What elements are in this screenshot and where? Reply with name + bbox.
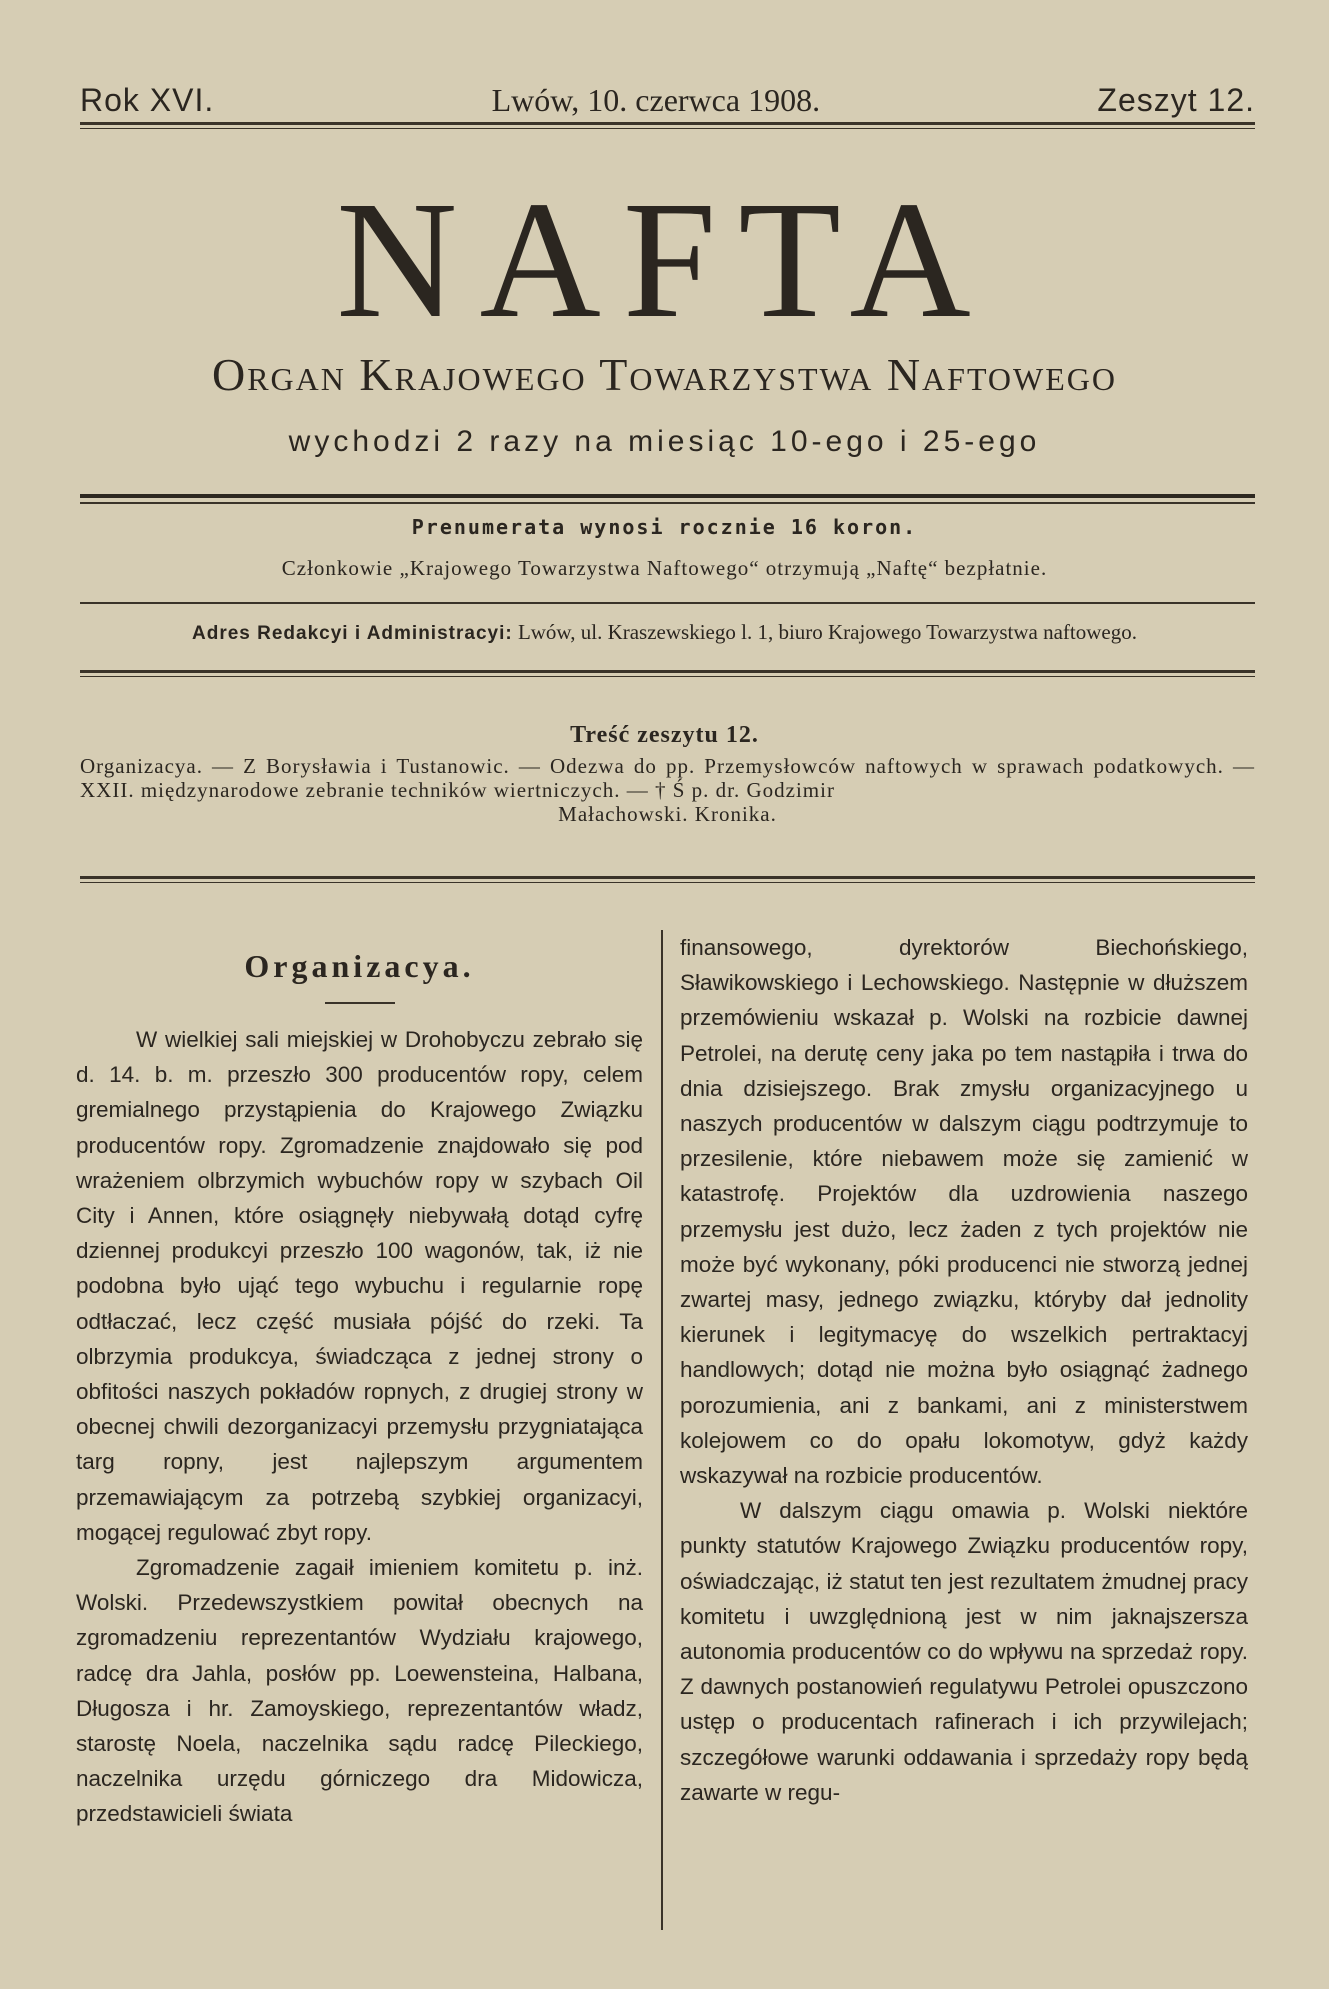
header-rule [80,122,1255,129]
contents-title: Treść zeszytu 12. [570,722,759,748]
issue-number: Zeszyt 12. [1097,81,1255,118]
members-note: Członkowie „Krajowego Towarzystwa Naftowego“ otrzymują „Naftę“ bezpłatnie. [281,556,1048,580]
place-date: Lwów, 10. czerwca 1908. [491,81,821,118]
masthead-subtitle: Organ Krajowego Towarzystwa Naftowego [211,349,1118,400]
masthead-rule-thin [80,502,1255,504]
address-label: Adres Redakcyi i Administracyi: [192,623,513,644]
masthead-rule [80,494,1255,498]
volume-number: Rok XVI. [80,81,215,118]
address-value: Lwów, ul. Kraszewskiego l. 1, biuro Krajowego Towarzystwa naftowego. [517,620,1137,644]
article-right-column [680,930,1248,1810]
masthead-title: NAFTA [336,167,993,353]
article-title: Organizacya. [244,948,475,984]
contents-text-last: Małachowski. Kronika. [558,802,777,826]
title-rule [325,1002,395,1004]
address-rule-bottom [80,670,1255,677]
contents-rule [80,876,1255,883]
article-paragraph: W wielkiej sali miejskiej w Drohobyczu zebrało się d. 14. b. m. przeszło 300 producentów ropy, celem gremialnego przystąpienia do Krajowego Związku producentów ropy. Zgromadzenie znajdowało się pod wrażeniem olbrzymich wybuchów ropy w szybach Oil City i Annen, które osiągnęły niebywałą dotąd cyfrę dziennej produkcyi przeszło 100 wagonów, tak, iż nie podobna było ująć tego wybuchu i regularnie ropę odtłaczać, lecz część musiała pójść do rzeki. Ta olbrzymia produkcya, świadcząca z jednej strony o obfitości naszych pokładów ropnych, z drugiej strony w obecnej chwili dezorganizacyi przemysłu przygniatająca targ ropny, jest najlepszym argumentem przemawiającym za potrzebą szybkiej organizacyi, mogącej regulować zbyt ropy. [76,1027,643,1545]
article-paragraph: Zgromadzenie zagaił imieniem komitetu p. inż. Wolski. Przedewszystkiem powitał obecnych na zgromadzeniu reprezentantów Wydziału krajowego, radcę dra Jahla, posłów pp. Loewensteina, Halbana, Długosza i hr. Zamoyskiego, reprezentantów władz, starostę Noela, naczelnika sądu radcę Pileckiego, naczelnika urzędu górniczego dra Midowicza, przedstawicieli świata [76,1555,643,1827]
issue-header [80,75,1255,125]
article-paragraph: finansowego, dyrektorów Biechońskiego, Sławikowskiego i Lechowskiego. Następnie w dłuższem przemówieniu wskazał p. Wolski na rozbicie dawnej Petrolei, na derutę ceny jaka po tem nastąpiła i trwa do dnia dzisiejszego. Brak zmysłu organizacyjnego u naszych producentów w dalszym ciągu podtrzymuje to przesilenie, które niebawem może się zamienić w katastrofę. Projektów dla uzdrowienia naszego przemysłu jest dużo, lecz żaden z tych projektów nie może być wykonany, póki producenci nie stworzą jednej zwartej masy, jednego związku, któryby dał jednolity kierunek i legitymacyę do wszelkich pertraktacyj handlowych; dotąd nie można było osiągnąć żadnego porozumienia, ani z bankami, ani z ministerstwem kolejowem co do opału lokomotyw, gdyż każdy wskazywał na rozbicie producentów. [680,935,1248,1489]
article-paragraph: W dalszym ciągu omawia p. Wolski niektóre punkty statutów Krajowego Związku producentów ropy, oświadczając, iż statut ten jest rezultatem żmudnej pracy komitetu i uwzględnioną jest w nim jaknajszersza autonomia producentów co do wpływu na sprzedaż ropy. Z dawnych postanowień regulatywu Petrolei opuszczono ustęp o producentach rafinerach i ich przywilejach; szczegółowe warunki oddawania i sprzedaży ropy będą zawarte w regu- [680,1498,1248,1805]
contents-text: Organizacya. — Z Borysławia i Tustanowic. — Odezwa do pp. Przemysłowców naftowych w sprawach podatkowych. — XXII. międzynarodowe zebranie techników wiertniczych. — † Ś p. dr. Godzimir [80,754,1255,802]
publication-schedule: wychodzi 2 razy na miesiąc 10-ego i 25-ego [288,425,1041,458]
address-rule-top [80,602,1255,604]
editorial-address [0,620,1329,645]
column-divider [661,930,663,1930]
contents-body [80,754,1255,826]
subscription-price: Prenumerata wynosi rocznie 16 koron. [411,515,918,539]
article-left-column [76,930,643,1832]
